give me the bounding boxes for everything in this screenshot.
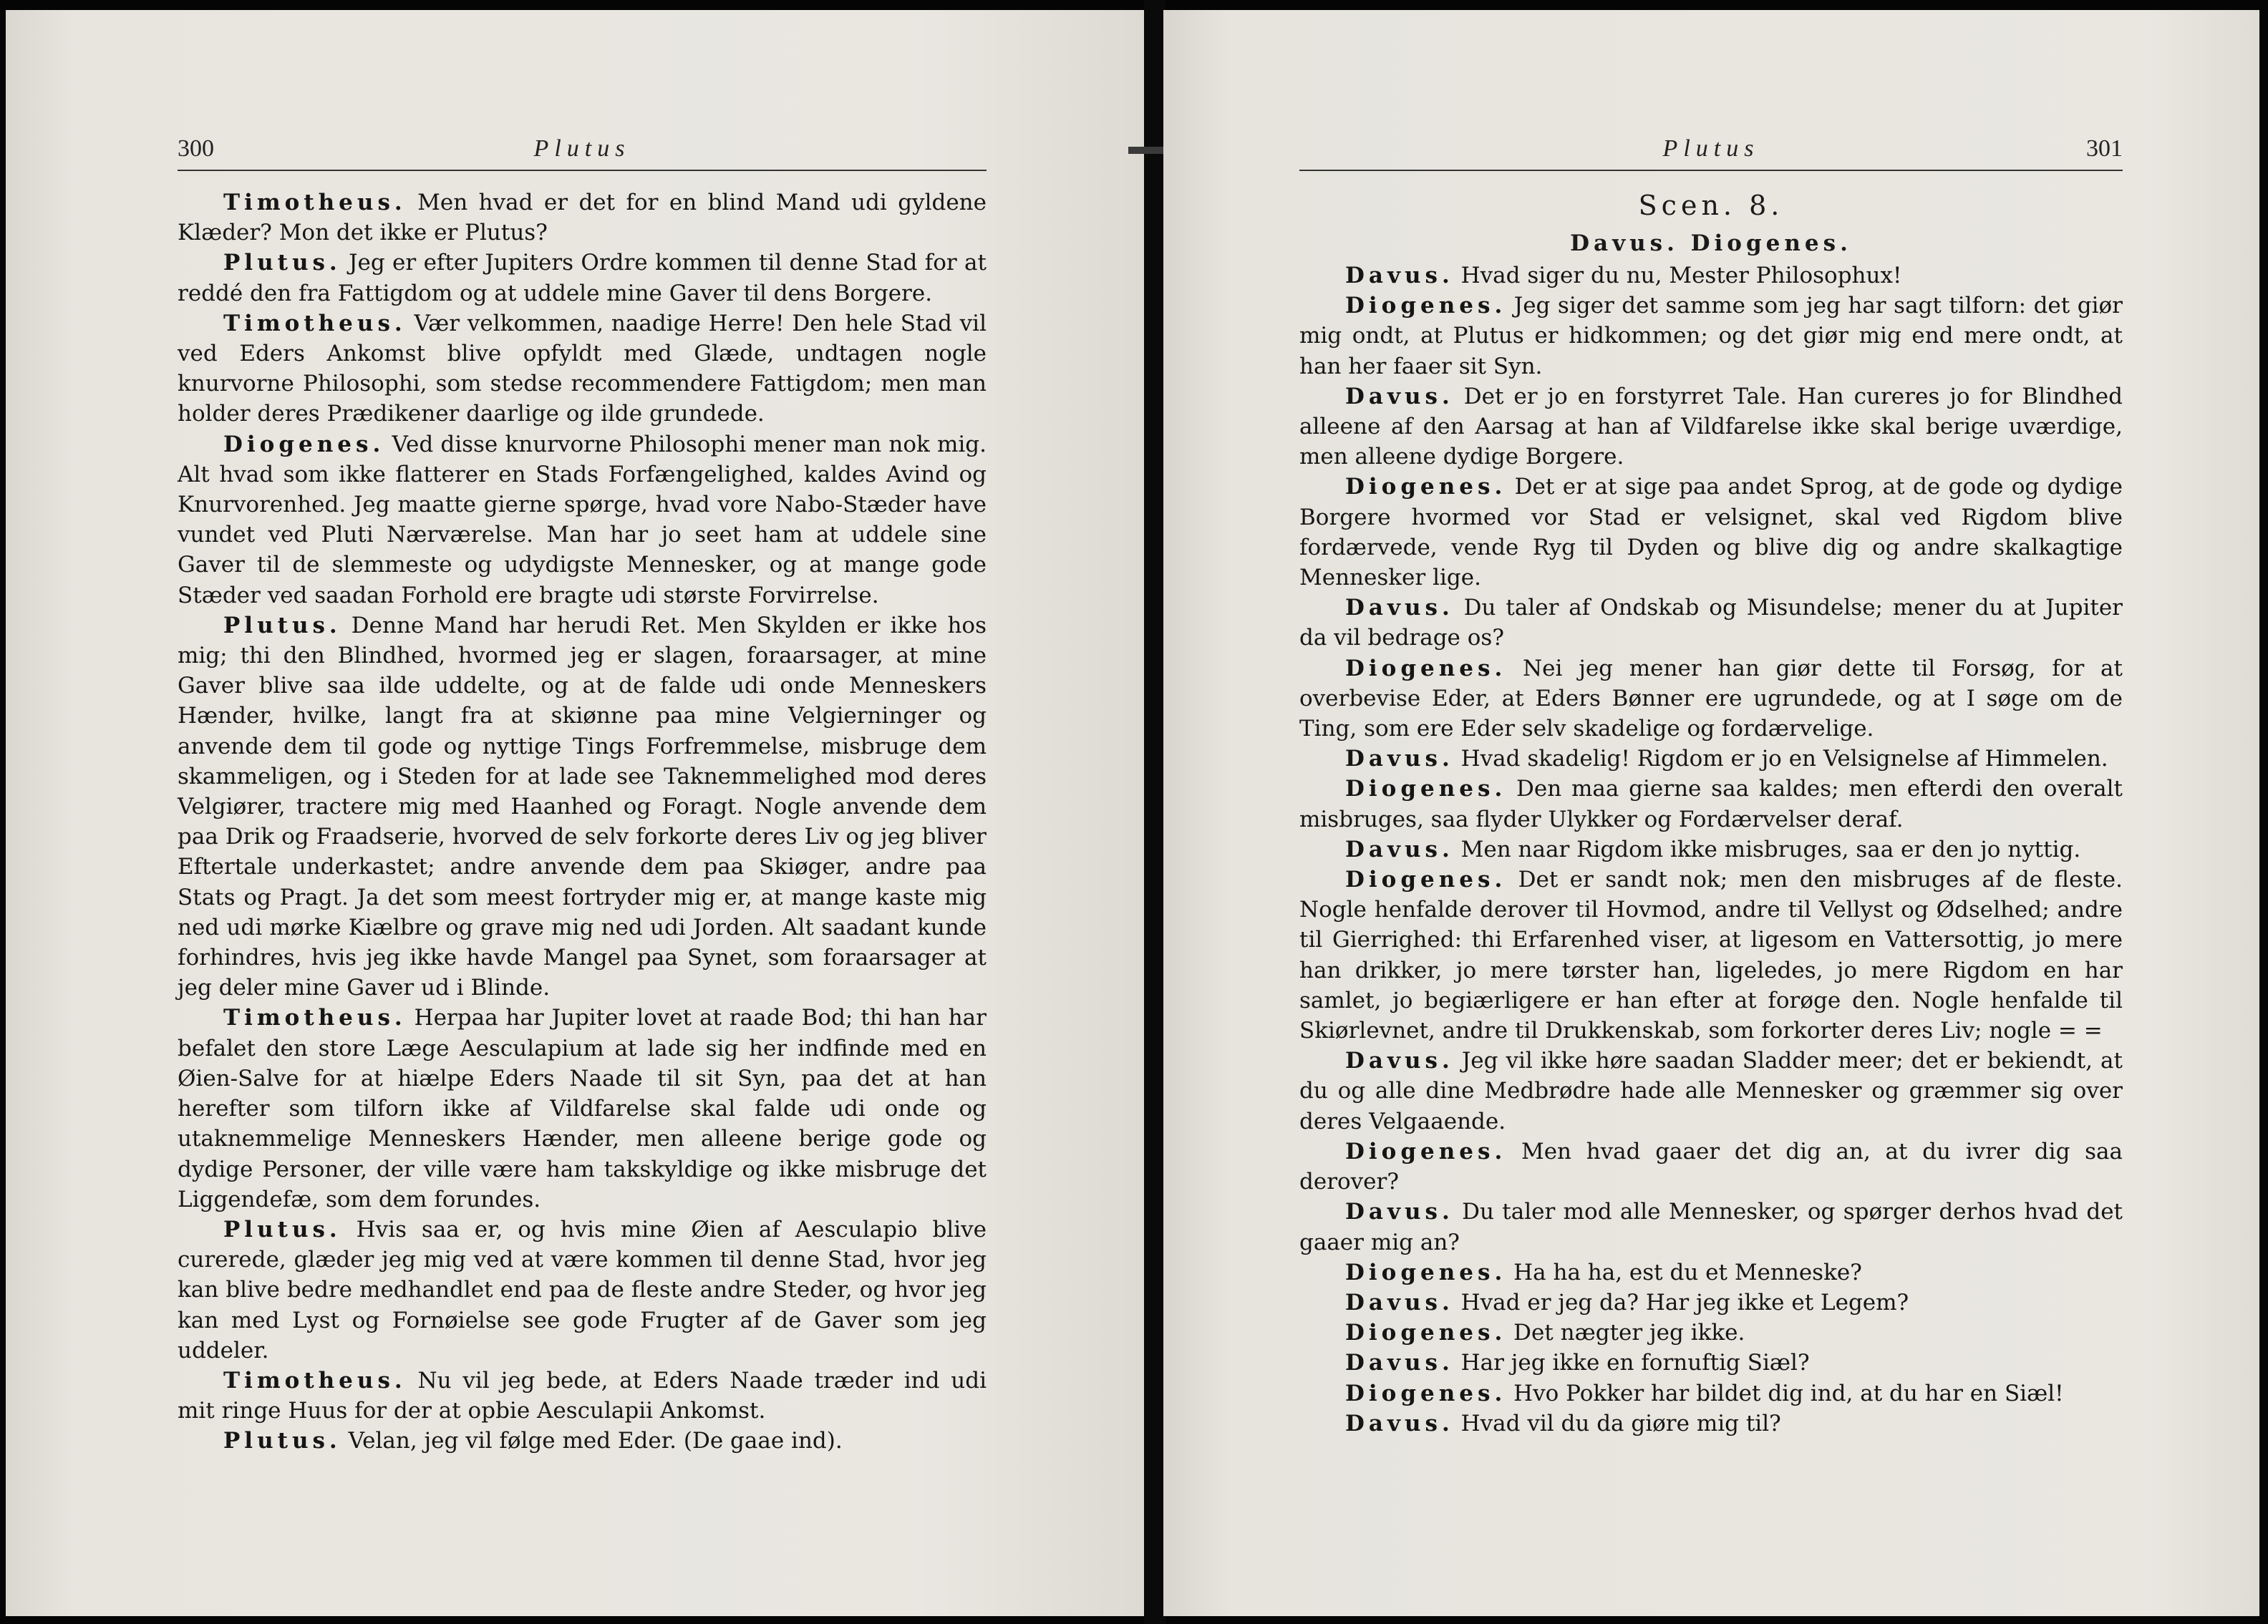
dialogue-text: Men naar Rigdom ikke misbruges, saa er den jo nyttig. [1453, 836, 2081, 862]
speaker-name: Davus. [1345, 1350, 1454, 1376]
dialogue-paragraph [178, 1426, 987, 1456]
dialogue-text: Du taler af Ondskab og Misundelse; mener du at Jupiter da vil bedrage os? [1299, 595, 2123, 651]
speaker-name: Diogenes. [1345, 1320, 1507, 1346]
page-number: 300 [178, 135, 214, 162]
dialogue-text: Velan, jeg vil følge med Eder. (De gaae ind). [341, 1428, 843, 1454]
dialogue-paragraph [178, 308, 987, 429]
speaker-name: Timotheus. [223, 1005, 407, 1031]
speaker-name: Diogenes. [1345, 1138, 1507, 1164]
dialogue-text: Herpaa har Jupiter lovet at raade Bod; thi han har befalet den store Læge Aesculapium at lade sig her indfinde med en Øien-Salve for at hiælpe Eders Naade til sit Syn, paa det at han herefter som tilforn ikke af Vildfarelse skal falde udi onde og utaknemmelige Menneskers Hænder, men alleene berige gode og dydige Personer, der ville være ham takskyldige og ikke misbruge det Liggendefæ, som dem forundes. [178, 1005, 987, 1212]
speaker-name: Diogenes. [223, 431, 385, 457]
speaker-name: Diogenes. [1345, 867, 1507, 893]
speaker-name: Diogenes. [1345, 474, 1507, 500]
dialogue-text: Det er sandt nok; men den misbruges af de fleste. Nogle henfalde derover til Hovmod, andre til Vellyst og Ødselhed; andre til Gierrighed: thi Erfarenhed viser, at ligesom en Vattersottig, jo mere han drikker, jo mere tørster han, ligeledes, jo mere Rigdom en har samlet, jo begiærligere er han efter at forøge den. Nogle henfalde til Skiørlevnet, andre til Drukkenskab, som forkorter deres Liv; nogle = = [1299, 867, 2123, 1044]
dialogue-paragraph [178, 1366, 987, 1426]
dialogue-paragraph [1299, 1046, 2123, 1137]
dialogue-text: Jeg vil ikke høre saadan Sladder meer; det er bekiendt, at du og alle dine Medbrødre hade alle Mennesker og græmmer sig over deres Velgaaende. [1299, 1048, 2123, 1134]
speaker-name: Diogenes. [1345, 655, 1507, 681]
dialogue-text: Nei jeg mener han giør dette til Forsøg, for at overbevise Eder, at Eders Bønner ere ugrundede, og at I søge om de Ting, som ere Eder selv skadelige og fordærvelige. [1299, 655, 2123, 742]
dialogue-text: Ha ha ha, est du et Menneske? [1506, 1259, 1862, 1285]
dialogue-paragraph [1299, 835, 2123, 865]
dialogue-paragraph [1299, 865, 2123, 1046]
dialogue-text: Har jeg ikke en fornuftig Siæl? [1453, 1350, 1810, 1376]
scene-characters: Davus. Diogenes. [1570, 230, 1852, 256]
header-rule [1299, 170, 2123, 171]
dialogue-text: Hvad siger du nu, Mester Philosophux! [1453, 263, 1902, 288]
dialogue-paragraph [1299, 1348, 2123, 1378]
speaker-name: Plutus. [223, 612, 341, 638]
speaker-name: Diogenes. [1345, 1380, 1507, 1406]
speaker-name: Diogenes. [1345, 1259, 1507, 1285]
page-number: 301 [2086, 135, 2123, 162]
speaker-name: Timotheus. [223, 190, 407, 215]
dialogue-paragraph [1299, 1288, 2123, 1318]
page-header [1299, 135, 2123, 171]
dialogue-paragraph [1299, 1258, 2123, 1288]
dialogue-text: Nu vil jeg bede, at Eders Naade træder ind udi mit ringe Huus for der at opbie Aesculapii Ankomst. [178, 1367, 987, 1424]
dialogue-paragraph [1299, 381, 2123, 472]
dialogue-paragraph [1299, 744, 2123, 774]
dialogue-text: Hvad vil du da giøre mig til? [1453, 1410, 1781, 1436]
dialogue-paragraph [1299, 1379, 2123, 1409]
speaker-name: Davus. [1345, 595, 1454, 621]
left-page [6, 10, 1148, 1616]
page-header [178, 135, 987, 171]
speaker-name: Davus. [1345, 383, 1454, 409]
dialogue-paragraph [178, 248, 987, 308]
dialogue-paragraph [1299, 261, 2123, 291]
scene-title: Scen. 8. [1638, 190, 1784, 221]
dialogue-text: Denne Mand har herudi Ret. Men Skylden er ikke hos mig; thi den Blindhed, hvormed jeg er slagen, foraarsager, at mine Gaver blive saa ilde uddelte, og at de falde udi onde Menneskers Hænder, hvilke, langt fra at skiønne paa mine Velgierninger og anvende dem til gode og nyttige Tings Forfremmelse, misbruge dem skammeligen, og i Steden for at lade see Taknemmelighed mod deres Velgiører, tractere mig med Haanhed og Foragt. Nogle anvende dem paa Drik og Fraadserie, hvorved de selv forkorte deres Liv og jeg bliver Eftertale underkastet; andre anvende dem paa Skiøger, andre paa Stats og Pragt. Ja det som meest fortryder mig er, at mange kaste mig ned udi mørke Kiælbre og grave mig ned udi Jorden. Alt saadant kunde forhindres, hvis jeg ikke havde Mangel paa Synet, som foraarsager at jeg deler mine Gaver ud i Blinde. [178, 612, 987, 1001]
speaker-name: Davus. [1345, 1289, 1454, 1316]
right-page [1163, 10, 2259, 1616]
page-body [178, 188, 987, 1457]
book-gutter [1144, 0, 1166, 1624]
speaker-name: Diogenes. [1345, 776, 1507, 802]
dialogue-text: Hvad er jeg da? Har jeg ikke et Legem? [1453, 1289, 1909, 1316]
speaker-name: Timotheus. [223, 310, 407, 336]
speaker-name: Davus. [1345, 263, 1454, 288]
dialogue-paragraph [1299, 1197, 2123, 1257]
speaker-name: Timotheus. [223, 1367, 407, 1394]
dialogue-text: Det er at sige paa andet Sprog, at de gode og dydige Borgere hvormed vor Stad er velsignet, skal ved Rigdom blive fordærvede, vende Ryg til Dyden og blive dig og andre skalkagtige Mennesker lige. [1299, 474, 2123, 591]
speaker-name: Davus. [1345, 746, 1454, 772]
dialogue-text: Det nægter jeg ikke. [1506, 1320, 1745, 1346]
dialogue-text: Du taler mod alle Mennesker, og spørger derhos hvad det gaaer mig an? [1299, 1199, 2123, 1255]
speaker-name: Diogenes. [1345, 293, 1507, 319]
dialogue-text: Ved disse knurvorne Philosophi mener man nok mig. Alt hvad som ikke flatterer en Stads Forfængelighed, kaldes Avind og Knurvorenhed. Jeg maatte gierne spørge, hvad vore Nabo-Stæder have vundet ved Pluti Nærværelse. Man har jo seet ham at uddele sine Gaver til de slemmeste og udydigste Mennesker, og at mange gode Stæder ved saadan Forhold ere bragte udi største Forvirrelse. [178, 431, 987, 608]
dialogue-text: Hvad skadelig! Rigdom er jo en Velsignelse af Himmelen. [1453, 746, 2108, 772]
dialogue-paragraph [178, 1003, 987, 1214]
dialogue-paragraph [1299, 1409, 2123, 1439]
dialogue-text: Men hvad gaaer det dig an, at du ivrer dig saa derover? [1299, 1138, 2123, 1195]
dialogue-text: Jeg er efter Jupiters Ordre kommen til denne Stad for at reddé den fra Fattigdom og at uddele mine Gaver til dens Borgere. [178, 250, 987, 306]
dialogue-text: Det er jo en forstyrret Tale. Han cureres jo for Blindhed alleene af den Aarsag at han af Vildfarelse ikke skal berige uværdige, men alleene dydige Borgere. [1299, 383, 2123, 470]
dialogue-paragraph [1299, 472, 2123, 593]
dialogue-text: Vær velkommen, naadige Herre! Den hele Stad vil ved Eders Ankomst blive opfyldt med Glæde, undtagen nogle knurvorne Philosophi, som stedse recommendere Fattigdom; men man holder deres Prædikener daarlige og ilde grundede. [178, 310, 987, 427]
dialogue-text: Den maa gierne saa kaldes; men efterdi den overalt misbruges, saa flyder Ulykker og Fordærvelser deraf. [1299, 776, 2123, 832]
running-title: Plutus [533, 135, 631, 162]
dialogue-paragraph [1299, 653, 2123, 744]
dialogue-paragraph [178, 429, 987, 611]
speaker-name: Plutus. [223, 250, 341, 276]
dialogue-paragraph [1299, 291, 2123, 381]
dialogue-paragraph [1299, 774, 2123, 834]
page-body [1299, 188, 2123, 1439]
speaker-name: Davus. [1345, 1199, 1454, 1225]
dialogue-text: Men hvad er det for en blind Mand udi gyldene Klæder? Mon det ikke er Plutus? [178, 190, 987, 246]
dialogue-paragraph [1299, 593, 2123, 653]
dialogue-paragraph [178, 188, 987, 248]
speaker-name: Davus. [1345, 1048, 1454, 1074]
dialogue-paragraph [178, 611, 987, 1003]
dialogue-text: Hvis saa er, og hvis mine Øien af Aesculapio blive curerede, glæder jeg mig ved at være kommen til denne Stad, hvor jeg kan blive bedre medhandlet end paa de fleste andre Steder, og hvor jeg kan med Lyst og Fornøielse see gode Frugter af de Gaver som jeg uddeler. [178, 1216, 987, 1363]
dialogue-paragraph [1299, 1318, 2123, 1348]
dialogue-paragraph [178, 1215, 987, 1366]
speaker-name: Plutus. [223, 1216, 341, 1243]
running-title: Plutus [1662, 135, 1760, 162]
speaker-name: Plutus. [223, 1428, 341, 1454]
dialogue-text: Hvo Pokker har bildet dig ind, at du har en Siæl! [1506, 1380, 2064, 1406]
speaker-name: Davus. [1345, 1410, 1454, 1436]
dialogue-text: Jeg siger det samme som jeg har sagt tilforn: det giør mig ondt, at Plutus er hidkommen; og det giør mig end mere ondt, at han her faaer sit Syn. [1299, 293, 2123, 379]
header-rule [178, 170, 987, 171]
speaker-name: Davus. [1345, 836, 1454, 862]
dialogue-paragraph [1299, 1137, 2123, 1197]
